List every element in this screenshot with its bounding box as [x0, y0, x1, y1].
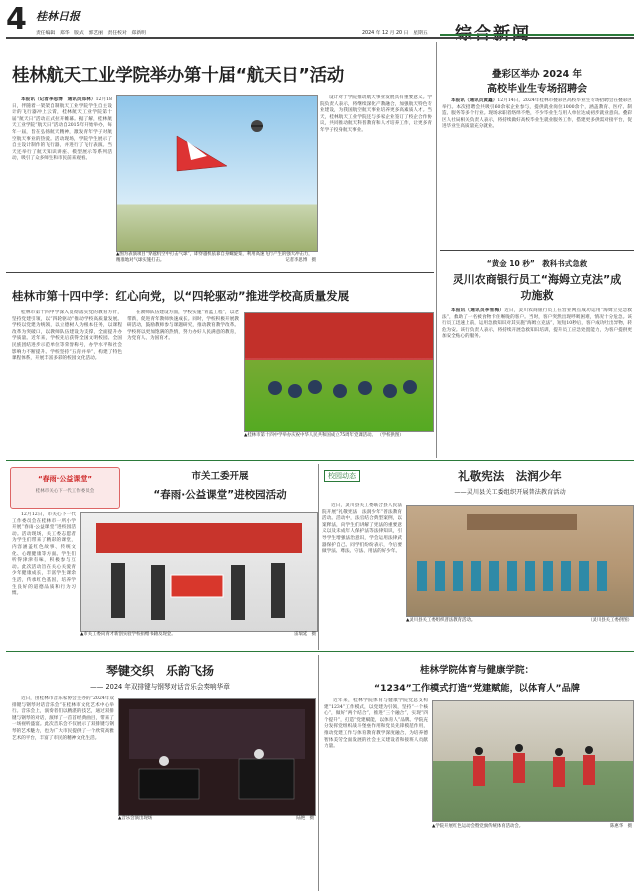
a5-caption-credit: 雷瑞延 摄	[294, 632, 316, 637]
masthead-rule	[6, 37, 634, 39]
a6-photo	[406, 505, 634, 617]
a5-badge-sub: 桂林市关心下一代工作委员会	[35, 489, 95, 494]
a1-caption-credit: 记者李思博 摄	[285, 257, 316, 263]
a2-caption-credit: （学校供图）	[377, 433, 404, 438]
a2-body-left	[12, 310, 122, 460]
a2-photo-svg	[245, 313, 433, 431]
a8-caption	[432, 824, 632, 830]
a8-photo-svg	[433, 701, 633, 821]
a5-body-text: 12月12日，市关心下一代工作委员会在桂林市一所小学开展“春雨·公益课堂”进校园活动。活动现场，关工委志愿者为学生们带来了精彩的课堂，内容涵盖红色故事、传统文化、心理健康等方面。学生们听得津津有味，积极参与互动。此次活动旨在关心关爱青少年健康成长，丰富学生课余生活，传承红色基因，培养学生良好的道德品质和行为习惯。	[12, 512, 76, 597]
a7-body	[12, 696, 114, 892]
a6-caption-text: ▲灵川县关工委组织普法教育活动。	[406, 618, 476, 623]
a7-caption-text: ▲音乐会演出现场	[118, 816, 153, 821]
a7-caption	[118, 816, 314, 822]
a7-a8-divider	[318, 655, 319, 891]
section-title	[455, 19, 531, 44]
a1-body2-text: 设计对于学院推动航天事业发展具有重要意义。学院负责人表示，将继续深化产教融合，加强航天特色专业建设，为我国航空航天事业培养更多高素质人才。当天，桂林航天工业学院还与多家企业签订了校企合作协议，共同推动航天科普教育和人才培养工作，让更多青年学子投身航天事业。	[320, 95, 432, 133]
a5-badge-title: “春雨·公益课堂”	[38, 475, 92, 483]
a1-divider	[6, 272, 434, 273]
a3-byline: 本报讯（通讯员黄鑫）	[451, 98, 498, 103]
a6-caption	[406, 618, 632, 624]
a5-headline: “春雨·公益课堂”进校园活动	[153, 489, 287, 501]
a3-kicker: 叠彩区举办 2024 年	[491, 69, 583, 80]
a6-body	[322, 503, 402, 643]
a1-photo	[116, 95, 318, 252]
a2-caption	[244, 433, 432, 439]
a2-body-mid	[127, 310, 239, 460]
a5-caption	[80, 632, 316, 638]
a8-caption-text: ▲学院开展红色运动会暨党旗传统体育活动会。	[432, 824, 524, 829]
a1-headline: 桂林航天工业学院举办第十届“航天日”活动	[12, 66, 345, 86]
staff-proof: 责任校对 郑新明	[107, 31, 146, 36]
a7-photo	[118, 698, 316, 816]
a3-divider	[440, 250, 634, 251]
a8-headline: “1234”工作模式打造“党建赋能，以体育人”品牌	[374, 683, 580, 694]
a5-caption-text: ▲市关工委向青才新创实验学校捐赠书籍及现金。	[80, 632, 176, 637]
a6-caption-credit: （灵川县关工委供图）	[588, 618, 632, 623]
a6-subtitle: ——灵川县关工委组织开展普法教育活动	[454, 489, 566, 496]
a2-headline: 桂林市第十四中学：红心向党，以“四轮驱动”推进学校高质量发展	[12, 289, 350, 303]
staff-layout: 版式 郭艺丽	[74, 31, 103, 36]
a4-body-text: 近日，灵川农商银行员工在营业网点成功运用“海姆立克急救法”，救助了一名被食物卡住喉咙的客户。当时，客户突然出现呼吸困难，情况十分危急。该行员工迅速上前，运用急救知识对其实施“海姆立克法”，短短10秒后，客户成功吐出异物，转危为安。该行负责人表示，将持续开展急救知识培训，提升员工应急处置能力，为客户提供更加安全贴心的服务。	[442, 308, 632, 340]
a2-caption-text: ▲桂林市第十四中学举办庆祝中华人民共和国成立75周年党课活动。	[244, 433, 376, 438]
a8-body-text: 近年来，桂林学院体育与健康学院党总支构建“1234”工作模式，以党建为引领，坚持“一个核心”，做好“两个结合”，推进“三个融合”，实现“四个提升”，打造“党建赋能，以体育人”品牌。学院充分发挥党组织战斗堡垒作用和党员先锋模范作用，推动党建工作与体育教育教学深度融合，为培养德智体美劳全面发展的社会主义建设者和接班人贡献力量。	[324, 698, 428, 750]
a5-a6-divider	[318, 464, 319, 650]
staff-editor: 责任编辑 郑华	[36, 31, 70, 36]
a1-body-right	[320, 95, 432, 270]
a5-badge	[10, 467, 120, 509]
a2-body2-text: 在教师队伍建设方面，学校实施“青蓝工程”，以老带新，促进青年教师快速成长。同时，学校积极开展教研活动，鼓励教师参与课题研究，推动教育教学改革。学校将以更加饱满的热情，努力办好人民满意的教育，为党育人、为国育才。	[127, 310, 239, 342]
a6-body-text: 近日，灵川县关工委联合县人民法院开展“礼敬宪法 法润少年”普法教育活动。活动中，法官结合典型案例，以案释法，向学生们讲解了宪法的重要意义以及未成年人保护法等法律知识，引导学生增强法治意识，学会运用法律武器保护自己。同学们纷纷表示，今后要做学法、尊法、守法、用法的好少年。	[322, 503, 402, 555]
a1-body-left	[12, 97, 112, 252]
lower-divider	[6, 651, 634, 652]
a7-headline: 琴键交织 乐韵飞扬	[105, 664, 214, 678]
a2-divider	[6, 460, 634, 461]
a8-body	[324, 698, 428, 892]
a1-byline: 本报讯（记者李思博 通讯员郑林）	[21, 97, 96, 102]
a3-body	[442, 98, 632, 248]
a3-body-text: 12月14日，2024年桂林市叠彩区高校毕业生专场招聘会在叠彩区举行。本次招聘会共吸引60余家企业参与，提供就业岗位1000余个，涵盖教育、医疗、制造、服务等多个行业。现场求职者络绎不绝，不少毕业生与用人单位达成初步就业意向。叠彩区人社局相关负责人表示，将持续做好高校毕业生就业服务工作，搭建更多供需对接平台，促进毕业生高质量充分就业。	[442, 98, 632, 130]
issue-date: 2024 年 12 月 20 日 星期五	[362, 31, 428, 36]
a1-caption	[116, 252, 316, 263]
a8-kicker: 桂林学院体育与健康学院：	[419, 665, 534, 676]
a6-photo-svg	[407, 506, 633, 616]
a2-body-text: 桂林市第十四中学深入贯彻落实党的教育方针，坚持党建引领，以“四轮驱动”推动学校高质量发展。学校以党建为统领，以立德树人为根本任务，以课程改革为突破口，以教师队伍建设为支撑，全面提升办学质量。近年来，学校先后获得全国文明校园、全国民族团结进步示范单位等荣誉称号，办学水平和社会影响力不断提升。学校坚持“五育并举”，构建了特色课程体系，开展丰富多彩的校园文化活动。	[12, 310, 122, 362]
a1-caption-text: ▲图为表演项目“穿越机空中打击气球”，即穿越机依靠自身螺旋桨，利用高速飞行产生的强大冲击力，精准地对气球实施打击。	[116, 252, 313, 263]
a3-headline: 高校毕业生专场招聘会	[487, 84, 587, 95]
a7-caption-credit: 陆艳 摄	[296, 816, 314, 821]
a7-photo-svg	[119, 699, 315, 815]
a4-kicker: “黄金 10 秒” 教科书式急救	[486, 259, 588, 268]
a1-body-text: 12月18日，伴随着一架架自制航天工业学院学生自主设计的飞行器冲上云霄，桂林航天工业学院第十届“航天日”活动正式拉开帷幕。据了解，桂林航天工业学院“航天日”活动自2015年开始举办，每年一届，旨在弘扬航天精神，激发青年学子对航空航天事业的热爱。活动现场，学院学生展示了自主设计制作的飞行器，并进行了飞行表演。当天还举行了航天知识讲座、模型展示等系列活动，吸引了众多师生和市民前来观看。	[12, 97, 112, 162]
a4-body	[442, 308, 632, 456]
masthead-rule-accent	[440, 34, 634, 36]
a6-headline: 礼敬宪法 法润少年	[458, 469, 562, 483]
a5-body	[12, 512, 76, 647]
a8-caption-credit: 陈惠华 摄	[610, 824, 632, 829]
a5-kicker: 市关工委开展	[191, 471, 249, 482]
paper-name: 桂林日报	[36, 10, 80, 23]
a7-subtitle: —— 2024 年双排键与钢琴对话音乐会奏响华章	[90, 683, 230, 691]
a4-headline: 灵川农商银行员工“海姆立克法”成功施救	[452, 273, 622, 302]
a4-byline: 本报讯（通讯员李雪梅）	[451, 308, 505, 313]
right-col-divider	[436, 42, 437, 458]
staff-line	[36, 29, 146, 36]
a5-photo	[80, 512, 318, 632]
a1-photo-svg	[117, 96, 317, 251]
a2-photo	[244, 312, 434, 432]
page-number: 4	[6, 2, 27, 37]
a8-photo	[432, 700, 634, 822]
a6-tag: 校园动态	[324, 470, 360, 482]
a5-photo-svg	[81, 513, 317, 631]
a7-body-text: 近日，由桂林市音乐家协会主办的“2024年双排键与钢琴对话音乐会”在桂林市文化艺术中心举行。音乐会上，演奏者们以精湛的技艺，通过双排键与钢琴的对话，演绎了一首首经典曲目，带来了一场视听盛宴。此次音乐会不仅展示了双排键与钢琴的艺术魅力，也为广大市民提供了一个欣赏高雅艺术的平台，丰富了市民的精神文化生活。	[12, 696, 114, 741]
